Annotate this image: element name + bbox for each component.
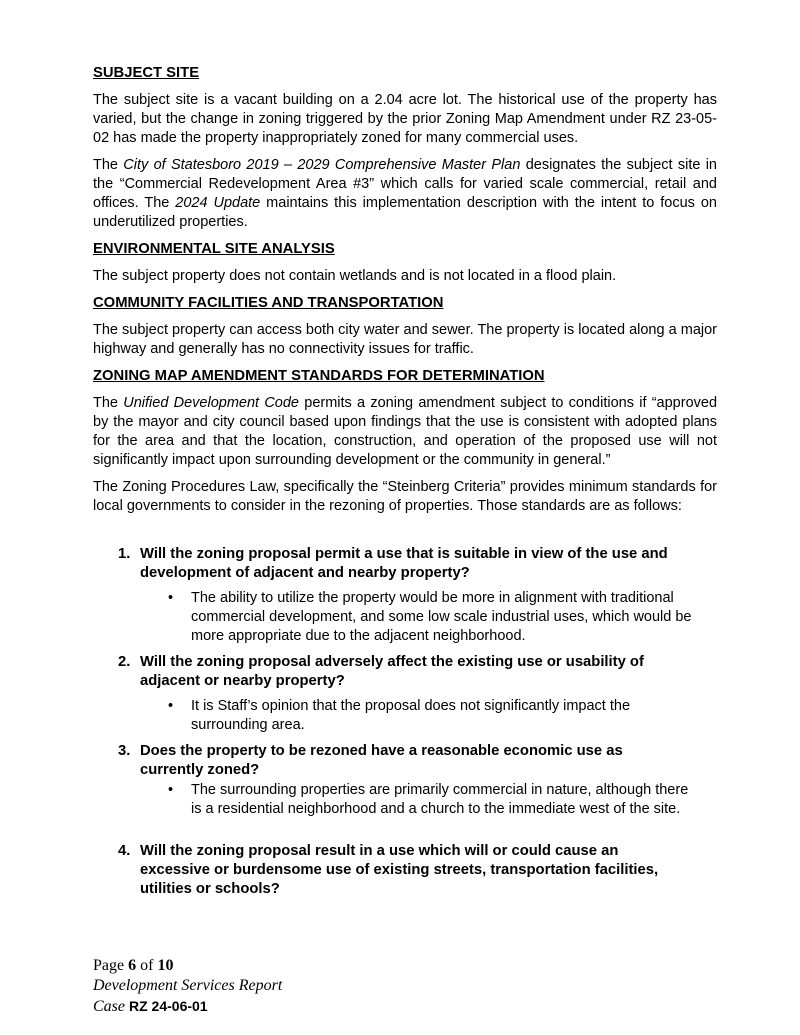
text-run: The subject site is a vacant building on a 2.04 acre lot. The historical use of the property has varied, but the change in zoning triggered by the prior Zoning Map Amendment under RZ 23-05-02 has made the property inappropriately zoned for many commercial uses.: [93, 92, 717, 146]
body-paragraph: [93, 394, 717, 470]
section-heading-environmental-site-analysis: ENVIRONMENTAL SITE ANALYSIS: [93, 241, 335, 257]
body-paragraph: [93, 91, 717, 148]
text-run: The Zoning Procedures Law, specifically the “Steinberg Criteria” provides minimum standards for local governments to consider in the rezoning of properties. Those standards are as follows:: [93, 479, 717, 514]
text-run: 6: [128, 957, 137, 974]
item-number: 1.: [118, 546, 131, 562]
text-run: designates the subject site in the “Commercial Redevelopment Area #3” which calls for varied scale commercial, retail and offices. The: [93, 157, 717, 211]
bullet-item: [168, 589, 717, 646]
bullet-item: [168, 781, 717, 819]
body-paragraph: [93, 156, 717, 232]
case-number: RZ 24-06-01: [129, 998, 208, 1014]
item-question-row: [93, 545, 717, 583]
item-question-row: [93, 653, 717, 691]
text-run: 2024 Update: [175, 195, 261, 211]
standard-item-4: [93, 842, 717, 899]
item-question-text: Will the zoning proposal result in a use which will or could cause an excessive or burdensome use of existing streets, transportation facilities, utilities or schools?: [140, 843, 659, 897]
bullet-text: The ability to utilize the property would be more in alignment with traditional commercial development, and some low scale industrial uses, which would be more appropriate due to the adjacent neighborhood.: [191, 590, 692, 644]
standard-item-2: [93, 653, 717, 735]
body-paragraph: [93, 478, 717, 516]
section-heading-subject-site: SUBJECT SITE: [93, 65, 200, 81]
item-question-text: Will the zoning proposal permit a use that is suitable in view of the use and development of adjacent and nearby property?: [140, 546, 668, 581]
bullet-icon: •: [168, 698, 174, 714]
standard-item-3: [93, 742, 717, 819]
document-page: [93, 0, 717, 906]
text-run: The: [93, 395, 124, 411]
text-run: Unified Development Code: [123, 395, 299, 411]
text-run: permits a zoning amendment subject to conditions if “approved by the mayor and city council based upon findings that the use is consistent with adopted plans for the area and that the location, construction, and operation of the proposed use will not significantly impact upon surrounding development or the community in general.”: [93, 395, 718, 468]
text-run: The: [93, 157, 124, 173]
standard-item-1: [93, 545, 717, 646]
page-number-line: [93, 956, 282, 976]
bullet-text: The surrounding properties are primarily commercial in nature, although there is a residential neighborhood and a church to the immediate west of the site.: [191, 782, 689, 817]
section-heading-zoning-map-amendment-standards: ZONING MAP AMENDMENT STANDARDS FOR DETERMINATION: [93, 368, 545, 384]
bullet-icon: •: [168, 590, 174, 606]
case-line: [93, 996, 282, 1017]
case-label: Case: [93, 998, 129, 1015]
text-run: Page: [93, 957, 129, 974]
section-heading-community-facilities-and-transportation: COMMUNITY FACILITIES AND TRANSPORTATION: [93, 295, 444, 311]
text-run: City of Statesboro 2019 – 2029 Comprehensive Master Plan: [123, 157, 521, 173]
text-run: The subject property can access both city water and sewer. The property is located along a major highway and generally has no connectivity issues for traffic.: [93, 322, 717, 357]
page-footer: [93, 956, 282, 1017]
text-run: of: [136, 957, 158, 974]
item-question-row: [93, 842, 717, 899]
body-paragraph: [93, 321, 717, 359]
item-number: 2.: [118, 654, 131, 670]
report-title: Development Services Report: [93, 977, 283, 994]
text-run: maintains this implementation description with the intent to focus on underutilized properties.: [93, 195, 717, 230]
bullet-item: [168, 697, 717, 735]
item-question-text: Does the property to be rezoned have a reasonable economic use as currently zoned?: [140, 743, 623, 778]
text-run: 10: [157, 957, 174, 974]
bullet-icon: •: [168, 782, 174, 798]
spacer: [93, 826, 717, 842]
body-paragraph: [93, 267, 717, 286]
item-question-text: Will the zoning proposal adversely affect the existing use or usability of adjacent or nearby property?: [140, 654, 644, 689]
item-number: 4.: [118, 843, 131, 859]
bullet-text: It is Staff’s opinion that the proposal does not significantly impact the surrounding area.: [191, 698, 631, 733]
item-number: 3.: [118, 743, 131, 759]
text-run: The subject property does not contain wetlands and is not located in a flood plain.: [93, 268, 617, 284]
item-question-row: [93, 742, 717, 780]
spacer: [93, 524, 717, 545]
